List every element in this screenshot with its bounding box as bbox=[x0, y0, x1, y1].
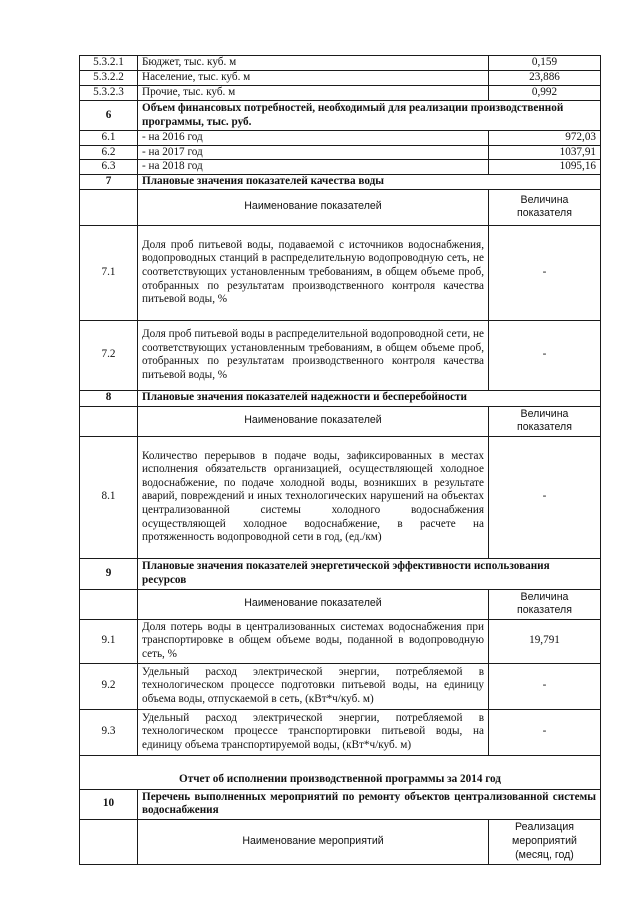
row-number: 7.1 bbox=[80, 225, 138, 320]
row-value: 1095,16 bbox=[489, 160, 601, 175]
section-number: 10 bbox=[80, 789, 138, 819]
column-header-row bbox=[80, 819, 601, 864]
section-header-6 bbox=[80, 101, 601, 131]
row-number: 5.3.2.3 bbox=[80, 86, 138, 101]
section-header-10 bbox=[80, 789, 601, 819]
column-header-name: Наименование показателей bbox=[138, 589, 489, 619]
row-number: 6.3 bbox=[80, 160, 138, 175]
table-row bbox=[80, 709, 601, 755]
table-row bbox=[80, 225, 601, 320]
row-value: 1037,91 bbox=[489, 145, 601, 160]
row-value: 19,791 bbox=[489, 619, 601, 663]
report-title: Отчет об исполнении производственной программы за 2014 год bbox=[80, 755, 601, 789]
column-header-row bbox=[80, 406, 601, 436]
row-number: 9.3 bbox=[80, 709, 138, 755]
production-program-table bbox=[79, 55, 601, 865]
column-header-name: Наименование показателей bbox=[138, 189, 489, 225]
row-value: 0,159 bbox=[489, 56, 601, 71]
table-row bbox=[80, 71, 601, 86]
row-value: 0,992 bbox=[489, 86, 601, 101]
column-header-name: Наименование показателей bbox=[138, 406, 489, 436]
section-header-9 bbox=[80, 558, 601, 589]
section-title: Плановые значения показателей энергетической эффективности использования ресурсов bbox=[138, 558, 601, 589]
row-text: Удельный расход электрической энергии, потребляемой в технологическом процессе подготовки питьевой воды, на единицу объема воды, отпускаемой в сеть, (кВт*ч/куб. м) bbox=[138, 663, 489, 709]
section-header-7 bbox=[80, 174, 601, 189]
section-header-8 bbox=[80, 390, 601, 406]
table-row bbox=[80, 86, 601, 101]
report-title-row bbox=[80, 755, 601, 789]
table-row bbox=[80, 663, 601, 709]
row-number: 5.3.2.1 bbox=[80, 56, 138, 71]
row-text: Удельный расход электрической энергии, потребляемой в технологическом процессе транспортировки питьевой воды, на единицу объема транспортируемой воды, (кВт*ч/куб. м) bbox=[138, 709, 489, 755]
row-label: - на 2017 год bbox=[138, 145, 489, 160]
row-value: 972,03 bbox=[489, 131, 601, 146]
column-header-value: Величина показателя bbox=[489, 406, 601, 436]
row-text: Количество перерывов в подаче воды, зафиксированных в местах исполнения обязательств организацией, осуществляющей холодное водоснабжение, по подаче холодной воды, возникших в результате аварий, повреждений и иных технологических нарушений на объектах централизованной системы холодного водоснабжения осуществляющей холодное водоснабжение, в расчете на протяженность водопроводной сети в год, (ед./км) bbox=[138, 436, 489, 558]
table-row bbox=[80, 160, 601, 175]
section-number: 7 bbox=[80, 174, 138, 189]
row-number: 6.2 bbox=[80, 145, 138, 160]
row-number: 6.1 bbox=[80, 131, 138, 146]
row-value: 23,886 bbox=[489, 71, 601, 86]
section-number: 9 bbox=[80, 558, 138, 589]
row-number: 8.1 bbox=[80, 436, 138, 558]
section-number: 6 bbox=[80, 101, 138, 131]
section-title: Перечень выполненных мероприятий по ремонту объектов централизованной системы водоснабжения bbox=[138, 789, 601, 819]
row-label: Население, тыс. куб. м bbox=[138, 71, 489, 86]
row-label: - на 2018 год bbox=[138, 160, 489, 175]
row-label: Прочие, тыс. куб. м bbox=[138, 86, 489, 101]
column-header-value: Реализация мероприятий (месяц, год) bbox=[489, 819, 601, 864]
column-header-value: Величина показателя bbox=[489, 189, 601, 225]
row-text: Доля проб питьевой воды в распределительной водопроводной сети, не соответствующих установленным требованиям, в общем объеме проб, отобранных по результатам производственного контроля качества питьевой воды, % bbox=[138, 320, 489, 390]
table-row bbox=[80, 131, 601, 146]
row-text: Доля проб питьевой воды, подаваемой с источников водоснабжения, водопроводных станций в распределительную водопроводную сеть, не соответствующих установленным требованиям, в общем объеме проб, отобранных по результатам производственного контроля качества питьевой воды, % bbox=[138, 225, 489, 320]
column-header-row bbox=[80, 589, 601, 619]
section-title: Объем финансовых потребностей, необходимый для реализации производственной программы, тыс. руб. bbox=[138, 101, 601, 131]
row-value: - bbox=[489, 663, 601, 709]
table-row bbox=[80, 619, 601, 663]
row-number: 9.1 bbox=[80, 619, 138, 663]
table-row bbox=[80, 145, 601, 160]
row-value: - bbox=[489, 225, 601, 320]
table-row bbox=[80, 320, 601, 390]
section-number: 8 bbox=[80, 390, 138, 406]
section-title: Плановые значения показателей качества воды bbox=[138, 174, 601, 189]
section-title: Плановые значения показателей надежности и бесперебойности bbox=[138, 390, 601, 406]
table-row bbox=[80, 56, 601, 71]
row-value: - bbox=[489, 709, 601, 755]
row-number: 5.3.2.2 bbox=[80, 71, 138, 86]
table-row bbox=[80, 436, 601, 558]
row-number: 9.2 bbox=[80, 663, 138, 709]
row-number: 7.2 bbox=[80, 320, 138, 390]
column-header-row bbox=[80, 189, 601, 225]
row-label: - на 2016 год bbox=[138, 131, 489, 146]
row-label: Бюджет, тыс. куб. м bbox=[138, 56, 489, 71]
row-value: - bbox=[489, 436, 601, 558]
column-header-value: Величина показателя bbox=[489, 589, 601, 619]
row-value: - bbox=[489, 320, 601, 390]
row-text: Доля потерь воды в централизованных системах водоснабжения при транспортировке в общем объеме воды, поданной в водопроводную сеть, % bbox=[138, 619, 489, 663]
column-header-name: Наименование мероприятий bbox=[138, 819, 489, 864]
